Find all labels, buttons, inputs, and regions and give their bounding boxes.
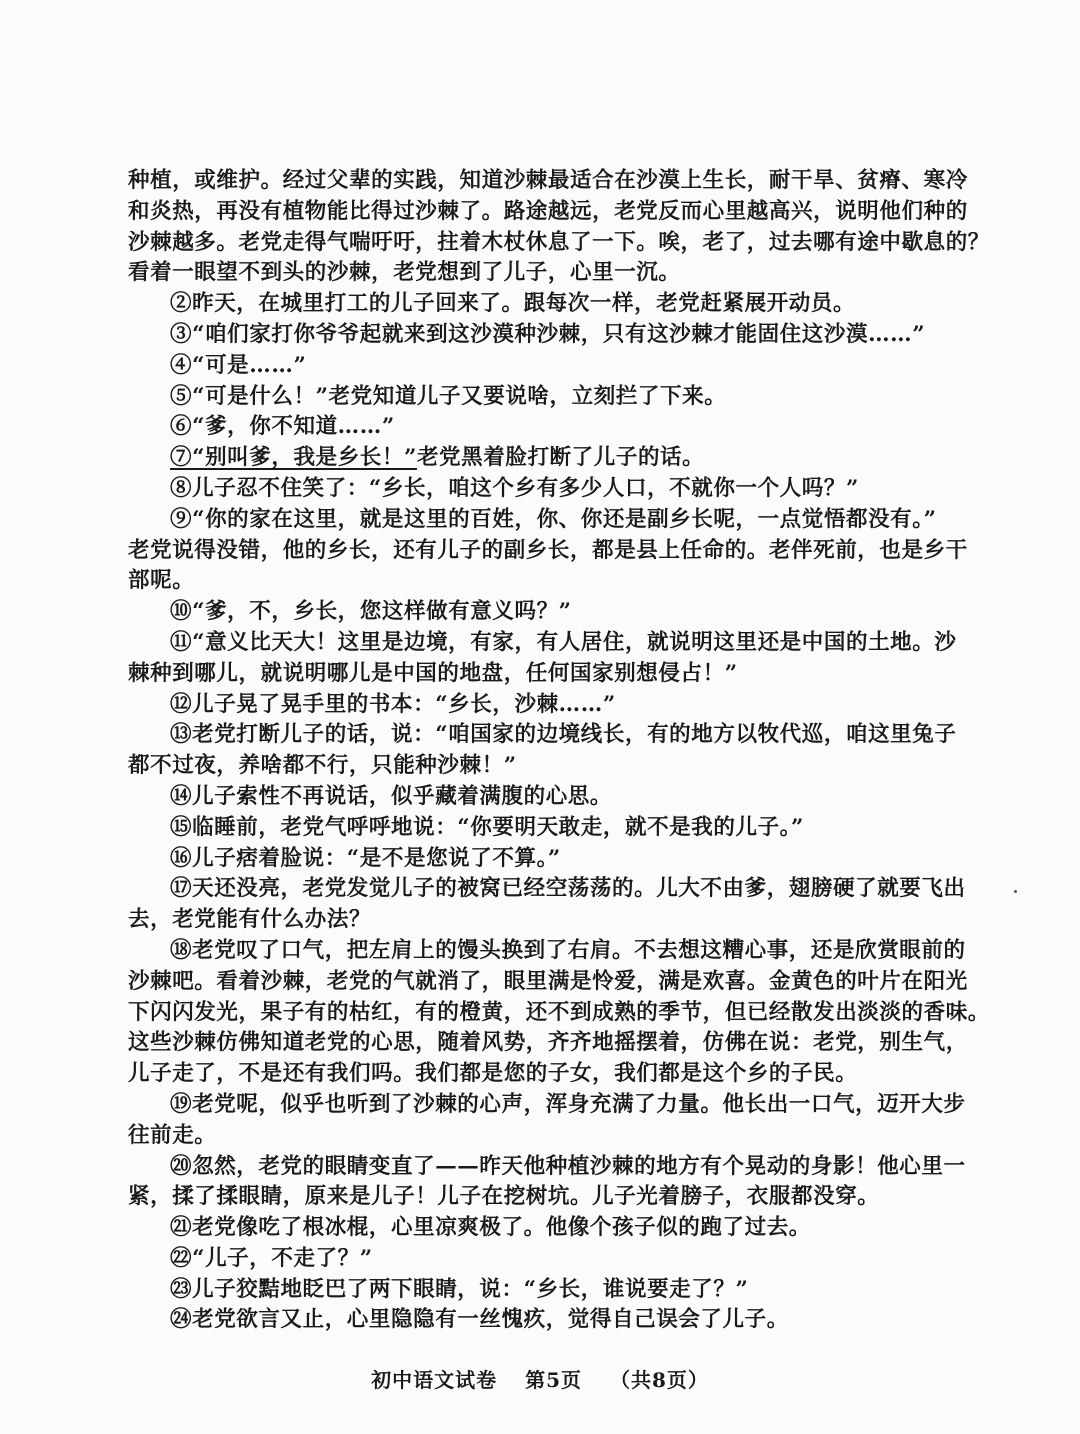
paragraph-line: ⑤“可是什么！”老党知道儿子又要说啥，立刻拦了下来。 [170,383,727,409]
paragraph-line: ④“可是……” [170,352,307,378]
sentence-rest: 老党黑着脸打断了儿子的话。 [416,445,705,471]
paragraph-line: 棘种到哪儿，就说明哪儿是中国的地盘，任何国家别想侵占！” [128,660,738,686]
paragraph-line: ㉑老党像吃了根冰棍，心里凉爽极了。他像个孩子似的跑了过去。 [170,1215,811,1241]
paragraph-line: 下闪闪发光，果子有的枯红，有的橙黄，还不到成熟的季节，但已经散发出淡淡的香味。 [128,999,990,1025]
paragraph-line: 去，老党能有什么办法？ [128,907,372,933]
paragraph-line: ⑧儿子忍不住笑了：“乡长，咱这个乡有多少人口，不就你一个人吗？” [170,475,859,501]
paragraph-line: 种植，或维护。经过父辈的实践，知道沙棘最适合在沙漠上生长，耐干旱、贫瘠、寒冷 [128,168,968,193]
paragraph-line: ⑲老党呢，似乎也听到了沙棘的心声，浑身充满了力量。他长出一口气，迈开大步 [170,1091,966,1117]
paragraph-line: 看着一眼望不到头的沙棘，老党想到了儿子，心里一沉。 [128,260,681,286]
paragraph-line: ㉒“儿子，不走了？” [170,1245,373,1271]
paragraph-line: ⑱老党叹了口气，把左肩上的馒头换到了右肩。不去想这糟心事，还是欣赏眼前的 [170,937,966,963]
paragraph-line: ㉔老党欲言又止，心里隐隐有一丝愧疚，觉得自己误会了儿子。 [170,1307,789,1333]
paragraph-line: 部呢。 [128,568,195,594]
paragraph-line: 沙棘吧。看着沙棘，老党的气就消了，眼里满是怜爱，满是欢喜。金黄色的叶片在阳光 [128,968,968,994]
paragraph-line: 和炎热，再没有植物能比得过沙棘了。路途越远，老党反而心里越高兴，说明他们种的 [128,198,968,224]
paragraph-line: 往前走。 [128,1122,217,1148]
exam-title: 初中语文试卷 [371,1368,498,1392]
paragraph-line: ⑰天还没亮，老党发觉儿子的被窝已经空荡荡的。儿大不由爹，翅膀硬了就要飞出 [170,876,966,902]
paragraph-line: 儿子走了，不是还有我们吗。我们都是您的子女，我们都是这个乡的子民。 [128,1061,858,1087]
paragraph-line: ⑭儿子索性不再说话，似乎藏着满腹的心思。 [170,783,613,809]
page-total: （共8页） [609,1368,709,1392]
paragraph-line: ②昨天，在城里打工的儿子回来了。跟每次一样，老党赶紧展开动员。 [170,291,856,317]
paragraph-line: ③“咱们家打你爷爷起就来到这沙漠种沙棘，只有这沙棘才能固住这沙漠……” [170,321,926,347]
paragraph-line: ⑫儿子晃了晃手里的书本：“乡长，沙棘……” [170,691,616,717]
page-footer [0,1364,1080,1393]
underlined-sentence: ⑦“别叫爹，我是乡长！” [170,445,417,471]
page-number: 第5页 [525,1368,582,1392]
paragraph-line: 沙棘越多。老党走得气喘吁吁，拄着木杖休息了一下。唉，老了，过去哪有途中歇息的？ [128,229,990,255]
paragraph-line: 这些沙棘仿佛知道老党的心思，随着风势，齐齐地摇摆着，仿佛在说：老党，别生气， [128,1030,968,1056]
paragraph-line: ⑯儿子痞着脸说：“是不是您说了不算。” [170,845,561,871]
paragraph-line: ㉓儿子狡黠地眨巴了两下眼睛，说：“乡长，谁说要走了？” [170,1276,749,1302]
scan-speck [1014,890,1017,893]
paragraph-line: ⑬老党打断儿子的话，说：“咱国家的边境线长，有的地方以牧代巡，咱这里兔子 [170,722,957,748]
paragraph-line: 老党说得没错，他的乡长，还有儿子的副乡长，都是县上任命的。老伴死前，也是乡干 [128,537,968,563]
paragraph-line: ⑪“意义比天大！这里是边境，有家，有人居住，就说明这里还是中国的土地。沙 [170,629,957,655]
paragraph-line: 都不过夜，养啥都不行，只能种沙棘！” [128,753,517,779]
article-body [128,166,990,1336]
paragraph-line: ⑩“爹，不，乡长，您这样做有意义吗？” [170,599,572,625]
paragraph-line: ⑮临睡前，老党气呼呼地说：“你要明天敢走，就不是我的儿子。” [170,814,804,840]
paragraph-line: ⑳忽然，老党的眼睛变直了——昨天他种植沙棘的地方有个晃动的身影！他心里一 [170,1153,966,1179]
paragraph-line [128,443,928,474]
paragraph-line: ⑨“你的家在这里，就是这里的百姓，你、你还是副乡长呢，一点觉悟都没有。” [170,506,937,532]
paragraph-line: ⑥“爹，你不知道……” [170,414,395,440]
paragraph-line: 紧，揉了揉眼睛，原来是儿子！儿子在挖树坑。儿子光着膀子，衣服都没穿。 [128,1184,880,1210]
